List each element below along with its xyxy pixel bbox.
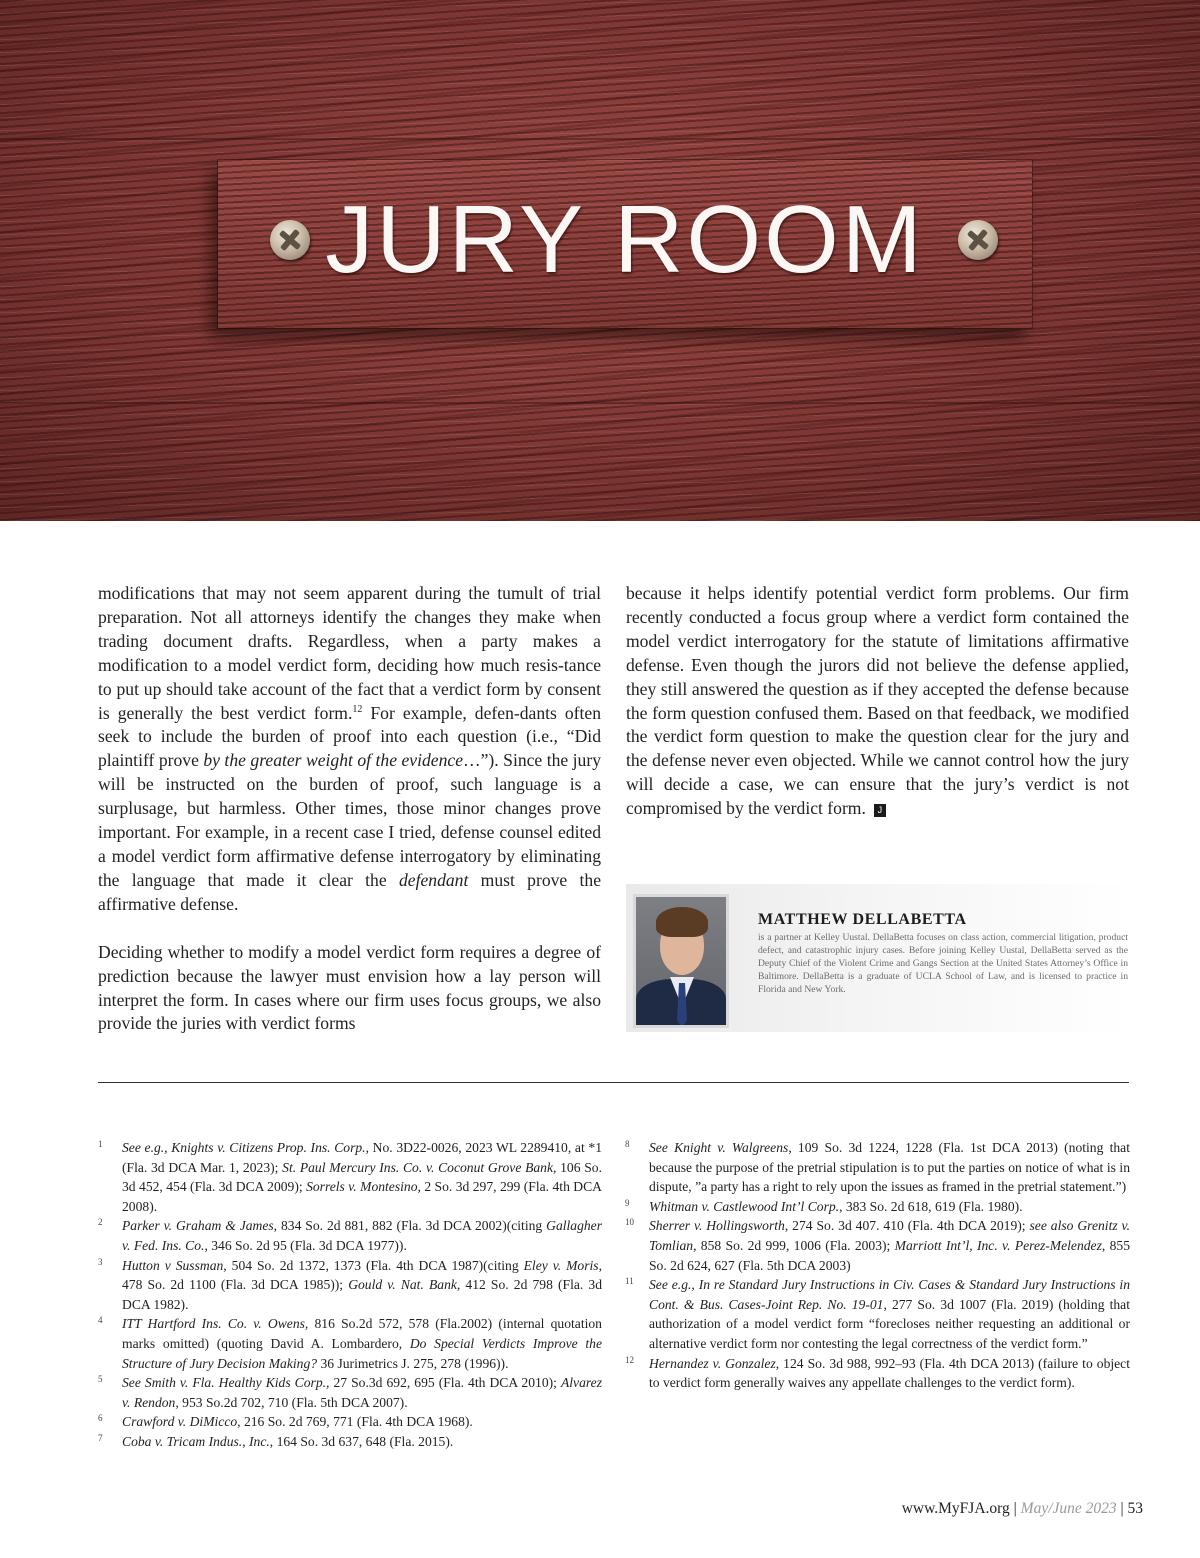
text-segment: Gould v. Nat. Bank [348, 1277, 457, 1293]
text-segment: , 412 So. 2d 798 (Fla. 3d DCA 1982). [122, 1277, 603, 1312]
text-segment: , 124 So. 3d 988, 992–93 (Fla. 4th DCA 2013) (failure to object to verdict form generally waives any appellate challenges to the verdict form). [649, 1355, 1130, 1391]
footnote-number: 6 [98, 1413, 103, 1424]
text-segment: , 274 So. 3d 407. 410 (Fla. 4th DCA 2019); [784, 1218, 1030, 1234]
text-segment: Sherrer v. Hollingsworth [649, 1218, 785, 1234]
text-segment: Crawford v. DiMicco [122, 1414, 238, 1430]
text-segment: , 277 So. 3d 1007 (Fla. 2019) (holding that authorization of a model verdict form “forecloses neither requesting an additional or alternative verdict form nor contesting the legal correctness of the verdict form.” [649, 1296, 1130, 1351]
footnote-number: 12 [625, 1354, 634, 1365]
footnote-divider [98, 1082, 1129, 1083]
wood-seam [0, 138, 1200, 140]
text-segment: , 109 So. 3d 1224, 1228 (Fla. 1st DCA 2013) (noting that because the purpose of the pretrial stipulation is to put the parties on notice of what is in dispute, ”a party has a right to rely upon the issues as framed in the pretrial statement.”) [649, 1140, 1130, 1195]
footer-site: www.MyFJA.org [901, 1500, 1010, 1517]
body-paragraph [626, 582, 1129, 821]
text-segment: Do Special Verdicts Improve the Structure of Jury Decision Making? [122, 1335, 602, 1371]
text-segment: 27 So.3d 692, 695 (Fla. 4th DCA 2010); [329, 1375, 561, 1391]
text-segment: defendant [398, 869, 469, 890]
text-segment: , 164 So. 3d 637, 648 (Fla. 2015). [269, 1433, 454, 1449]
text-segment: See Knight v. Walgreens [649, 1140, 789, 1155]
text-segment: 816 So.2d 572, 578 (Fla.2002) (internal quotation marks omitted) (quoting David A. Lombardero, [122, 1316, 602, 1351]
text-segment: See Smith v. Fla. Healthy Kids Corp., [122, 1375, 330, 1391]
footnote [625, 1354, 1130, 1393]
footnote-number: 1 [98, 1139, 103, 1149]
author-name: MATTHEW DELLABETTA [758, 911, 967, 928]
text-segment: , 478 So. 2d 1100 (Fla. 3d DCA 1985)); [122, 1257, 602, 1293]
footnote [98, 1138, 602, 1216]
footnotes-right [625, 1138, 1130, 1393]
footnote-number: 4 [98, 1315, 103, 1326]
footnote-number: 2 [98, 1217, 103, 1228]
text-segment: , 855 So. 2d 624, 627 (Fla. 5th DCA 2003) [649, 1237, 1131, 1273]
paragraph-text [626, 583, 1129, 818]
text-segment: See e.g., Knights v. Citizens Prop. Ins. Corp. [122, 1140, 366, 1155]
text-segment: Sorrels v. Montesino [306, 1179, 418, 1195]
footnote [98, 1216, 602, 1255]
section-title: JURY ROOM [325, 186, 925, 293]
footnote-number: 11 [625, 1276, 634, 1287]
footer-separator: | [1116, 1500, 1128, 1517]
footnote [98, 1373, 602, 1412]
text-segment: …”). Since the jury will be instructed on the burden of proof, such language is a surplusage, but harmless. Other times, those minor changes prove important. For example, in a recent case I tried, defense counsel edited a model verdict form affirmative defense interrogatory by eliminating the language that made it clear the [98, 750, 602, 890]
text-segment: , 383 So. 2d 618, 619 (Fla. 1980). [839, 1198, 1023, 1214]
footnote-number: 9 [625, 1197, 630, 1208]
text-segment: see also Grenitz v. Tomlian [649, 1218, 1130, 1253]
text-segment: , 106 So. 3d 452, 454 (Fla. 3d DCA 2009); [122, 1159, 602, 1195]
footnote-reference: 12 [352, 703, 363, 715]
body-paragraph [98, 582, 601, 917]
author-bio: is a partner at Kelley Uustal. DellaBetta focuses on class action, commercial litigation, product defect, and catastrophic injury cases. Before joining Kelley Uustal, DellaBetta served as the Deputy Chief of the Violent Crime and Gangs Section at the United States Attorney’s Office in Baltimore. DellaBetta is a graduate of UCLA School of Law, and is licensed to practice in Florida and New York. [758, 932, 1128, 995]
footnote [98, 1256, 602, 1315]
footer-issue: May/June 2023 [1020, 1500, 1117, 1517]
text-segment: 36 Jurimetrics J. 275, 278 (1996)). [317, 1355, 509, 1371]
footnotes-left [98, 1138, 602, 1452]
page-footer [902, 1500, 1143, 1518]
text-segment: , 504 So. 2d 1372, 1373 (Fla. 4th DCA 1987)(citing [223, 1257, 524, 1273]
footnote [98, 1412, 602, 1432]
text-segment: , 216 So. 2d 769, 771 (Fla. 4th DCA 1968). [237, 1414, 473, 1430]
text-segment: because it helps identify potential verdict form problems. Our firm recently conducted a focus group where a verdict form contained the model verdict interrogatory for the statute of limitations affirmative defense. Even though the jurors did not believe the defense applied, they still answered the question as if they accepted the defense because the form question confused them. Based on that feedback, we modified the verdict form question to make the question clear for the jury and the defense never even objected. While we cannot control how the jury will decide a case, we can ensure that the jury’s verdict is not compromised by the verdict form. [626, 583, 1129, 819]
header-banner [0, 0, 1200, 521]
footnote [98, 1314, 602, 1373]
text-segment: See e.g., In re Standard Jury Instructions in Civ. Cases & Standard Jury Instructions in Cont. & Bus. Cases-Joint Rep. No. 19-01 [649, 1277, 1130, 1312]
text-segment: Hutton v Sussman [122, 1257, 224, 1273]
footnote [625, 1216, 1130, 1275]
body-paragraph [98, 941, 601, 1037]
text-segment: Coba v. Tricam Indus., Inc. [122, 1433, 270, 1449]
footnote [625, 1197, 1130, 1217]
footnote-number: 8 [625, 1139, 630, 1149]
end-of-article-icon: J [874, 804, 886, 817]
footnote [625, 1275, 1130, 1353]
text-segment: , 858 So. 2d 999, 1006 (Fla. 2003); [693, 1237, 895, 1253]
text-segment: Eley v. Moris [523, 1257, 599, 1273]
text-segment: Whitman v. Castlewood Int’l Corp. [649, 1198, 840, 1214]
text-segment: Alvarez v. Rendon, [122, 1375, 602, 1410]
footer-separator: | [1009, 1500, 1021, 1517]
text-segment: , 834 So. 2d 881, 882 (Fla. 3d DCA 2002)(citing [273, 1218, 547, 1234]
footnote-number: 5 [98, 1374, 103, 1385]
text-segment: , No. 3D22-0026, 2023 WL 2289410, at *1 (Fla. 3d DCA Mar. 1, 2023); [122, 1140, 602, 1175]
text-segment: , 346 So. 2d 95 (Fla. 3d DCA 1977)). [204, 1237, 407, 1253]
wood-seam [0, 402, 1200, 404]
author-box [626, 884, 1130, 1032]
text-segment: modifications that may not seem apparent during the tumult of trial preparation. Not all attorneys identify the changes they make when trading document drafts. Regardless, when a party makes a modification to a model verdict form, deciding how much resis-tance to put up should take account of the fact that a verdict form by consent is generally the best verdict form. [98, 583, 601, 723]
footnote-number: 7 [98, 1432, 103, 1443]
text-segment: Parker v. Graham & James [122, 1218, 274, 1234]
text-segment: must prove the affirmative defense. [98, 869, 602, 914]
article-column-right [626, 582, 1129, 845]
footnote [98, 1432, 602, 1452]
text-segment: Marriott Int’l, Inc. v. Perez-Melendez [894, 1237, 1102, 1253]
article-column-left [98, 582, 601, 1060]
footnote-number: 10 [625, 1217, 634, 1228]
text-segment: 953 So.2d 702, 710 (Fla. 5th DCA 2007). [178, 1394, 408, 1410]
text-segment: St. Paul Mercury Ins. Co. v. Coconut Grove Bank [282, 1159, 554, 1175]
footnote-number: 3 [98, 1256, 103, 1267]
text-segment: ITT Hartford Ins. Co. v. Owens, [122, 1316, 309, 1332]
text-segment: For example, defen-dants often seek to include the burden of proof into each question (i.e., “Did plaintiff prove [98, 702, 601, 771]
text-segment: by the greater weight of the evidence [203, 750, 464, 771]
page-number: 53 [1127, 1500, 1143, 1517]
text-segment: , 2 So. 3d 297, 299 (Fla. 4th DCA 2008). [122, 1179, 602, 1214]
footnote [625, 1138, 1130, 1197]
text-segment: Gallagher v. Fed. Ins. Co. [122, 1218, 603, 1253]
jury-room-sign [218, 160, 1032, 328]
author-photo [633, 894, 729, 1028]
text-segment: Deciding whether to modify a model verdict form requires a degree of prediction because the lawyer must envision how a lay person will interpret the form. In cases where our firm uses focus groups, we also provide the juries with verdict forms [98, 941, 601, 1034]
text-segment: Hernandez v. Gonzalez [649, 1355, 776, 1371]
